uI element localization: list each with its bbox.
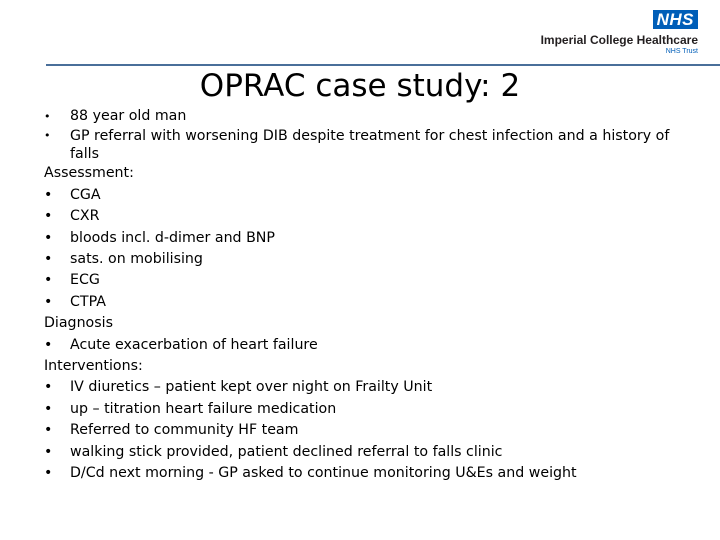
bullet-icon: •: [44, 186, 53, 203]
intervention-item: • up – titration heart failure medication: [44, 399, 694, 420]
org-subtitle: NHS Trust: [665, 48, 698, 55]
slide-title: OPRAC case study: 2: [199, 68, 521, 104]
assessment-heading: Assessment:: [44, 165, 134, 182]
org-name: Imperial College Healthcare: [540, 33, 698, 47]
bullet-icon: •: [44, 400, 53, 417]
bullet-icon: •: [44, 208, 53, 225]
diagnosis-heading: Diagnosis: [44, 315, 113, 332]
bullet-icon: •: [44, 272, 53, 289]
bullet-icon: •: [44, 465, 53, 482]
assessment-item: • bloods incl. d-dimer and BNP: [44, 228, 694, 249]
bullet-icon: •: [44, 110, 51, 123]
bullet-icon: •: [44, 229, 53, 246]
intervention-item: • D/Cd next morning - GP asked to continue monitoring U&Es and weight: [44, 463, 694, 484]
intervention-item: • walking stick provided, patient declined referral to falls clinic: [44, 442, 694, 463]
assessment-item: • ECG: [44, 270, 694, 291]
bullet-icon: •: [44, 251, 53, 268]
assessment-item: • sats. on mobilising: [44, 249, 694, 270]
patient-item: • GP referral with worsening DIB despite treatment for chest infection and a history of falls: [44, 128, 670, 163]
bullet-icon: •: [44, 336, 53, 353]
diagnosis-item: • Acute exacerbation of heart failure: [44, 335, 694, 356]
intervention-item: • IV diuretics – patient kept over night on Frailty Unit: [44, 377, 694, 398]
intervention-item: • Referred to community HF team: [44, 420, 694, 441]
patient-item: • 88 year old man: [44, 106, 694, 127]
nhs-badge: NHS: [653, 10, 698, 29]
slide-body: [44, 106, 694, 485]
bullet-icon: •: [44, 293, 53, 310]
bullet-icon: •: [44, 129, 51, 143]
bullet-icon: •: [44, 422, 53, 439]
assessment-item: • CTPA: [44, 292, 694, 313]
interventions-heading: Interventions:: [44, 358, 143, 375]
nhs-logo: [518, 10, 698, 55]
assessment-item: • CXR: [44, 206, 694, 227]
assessment-item: • CGA: [44, 185, 694, 206]
bullet-icon: •: [44, 443, 53, 460]
bullet-icon: •: [44, 379, 53, 396]
